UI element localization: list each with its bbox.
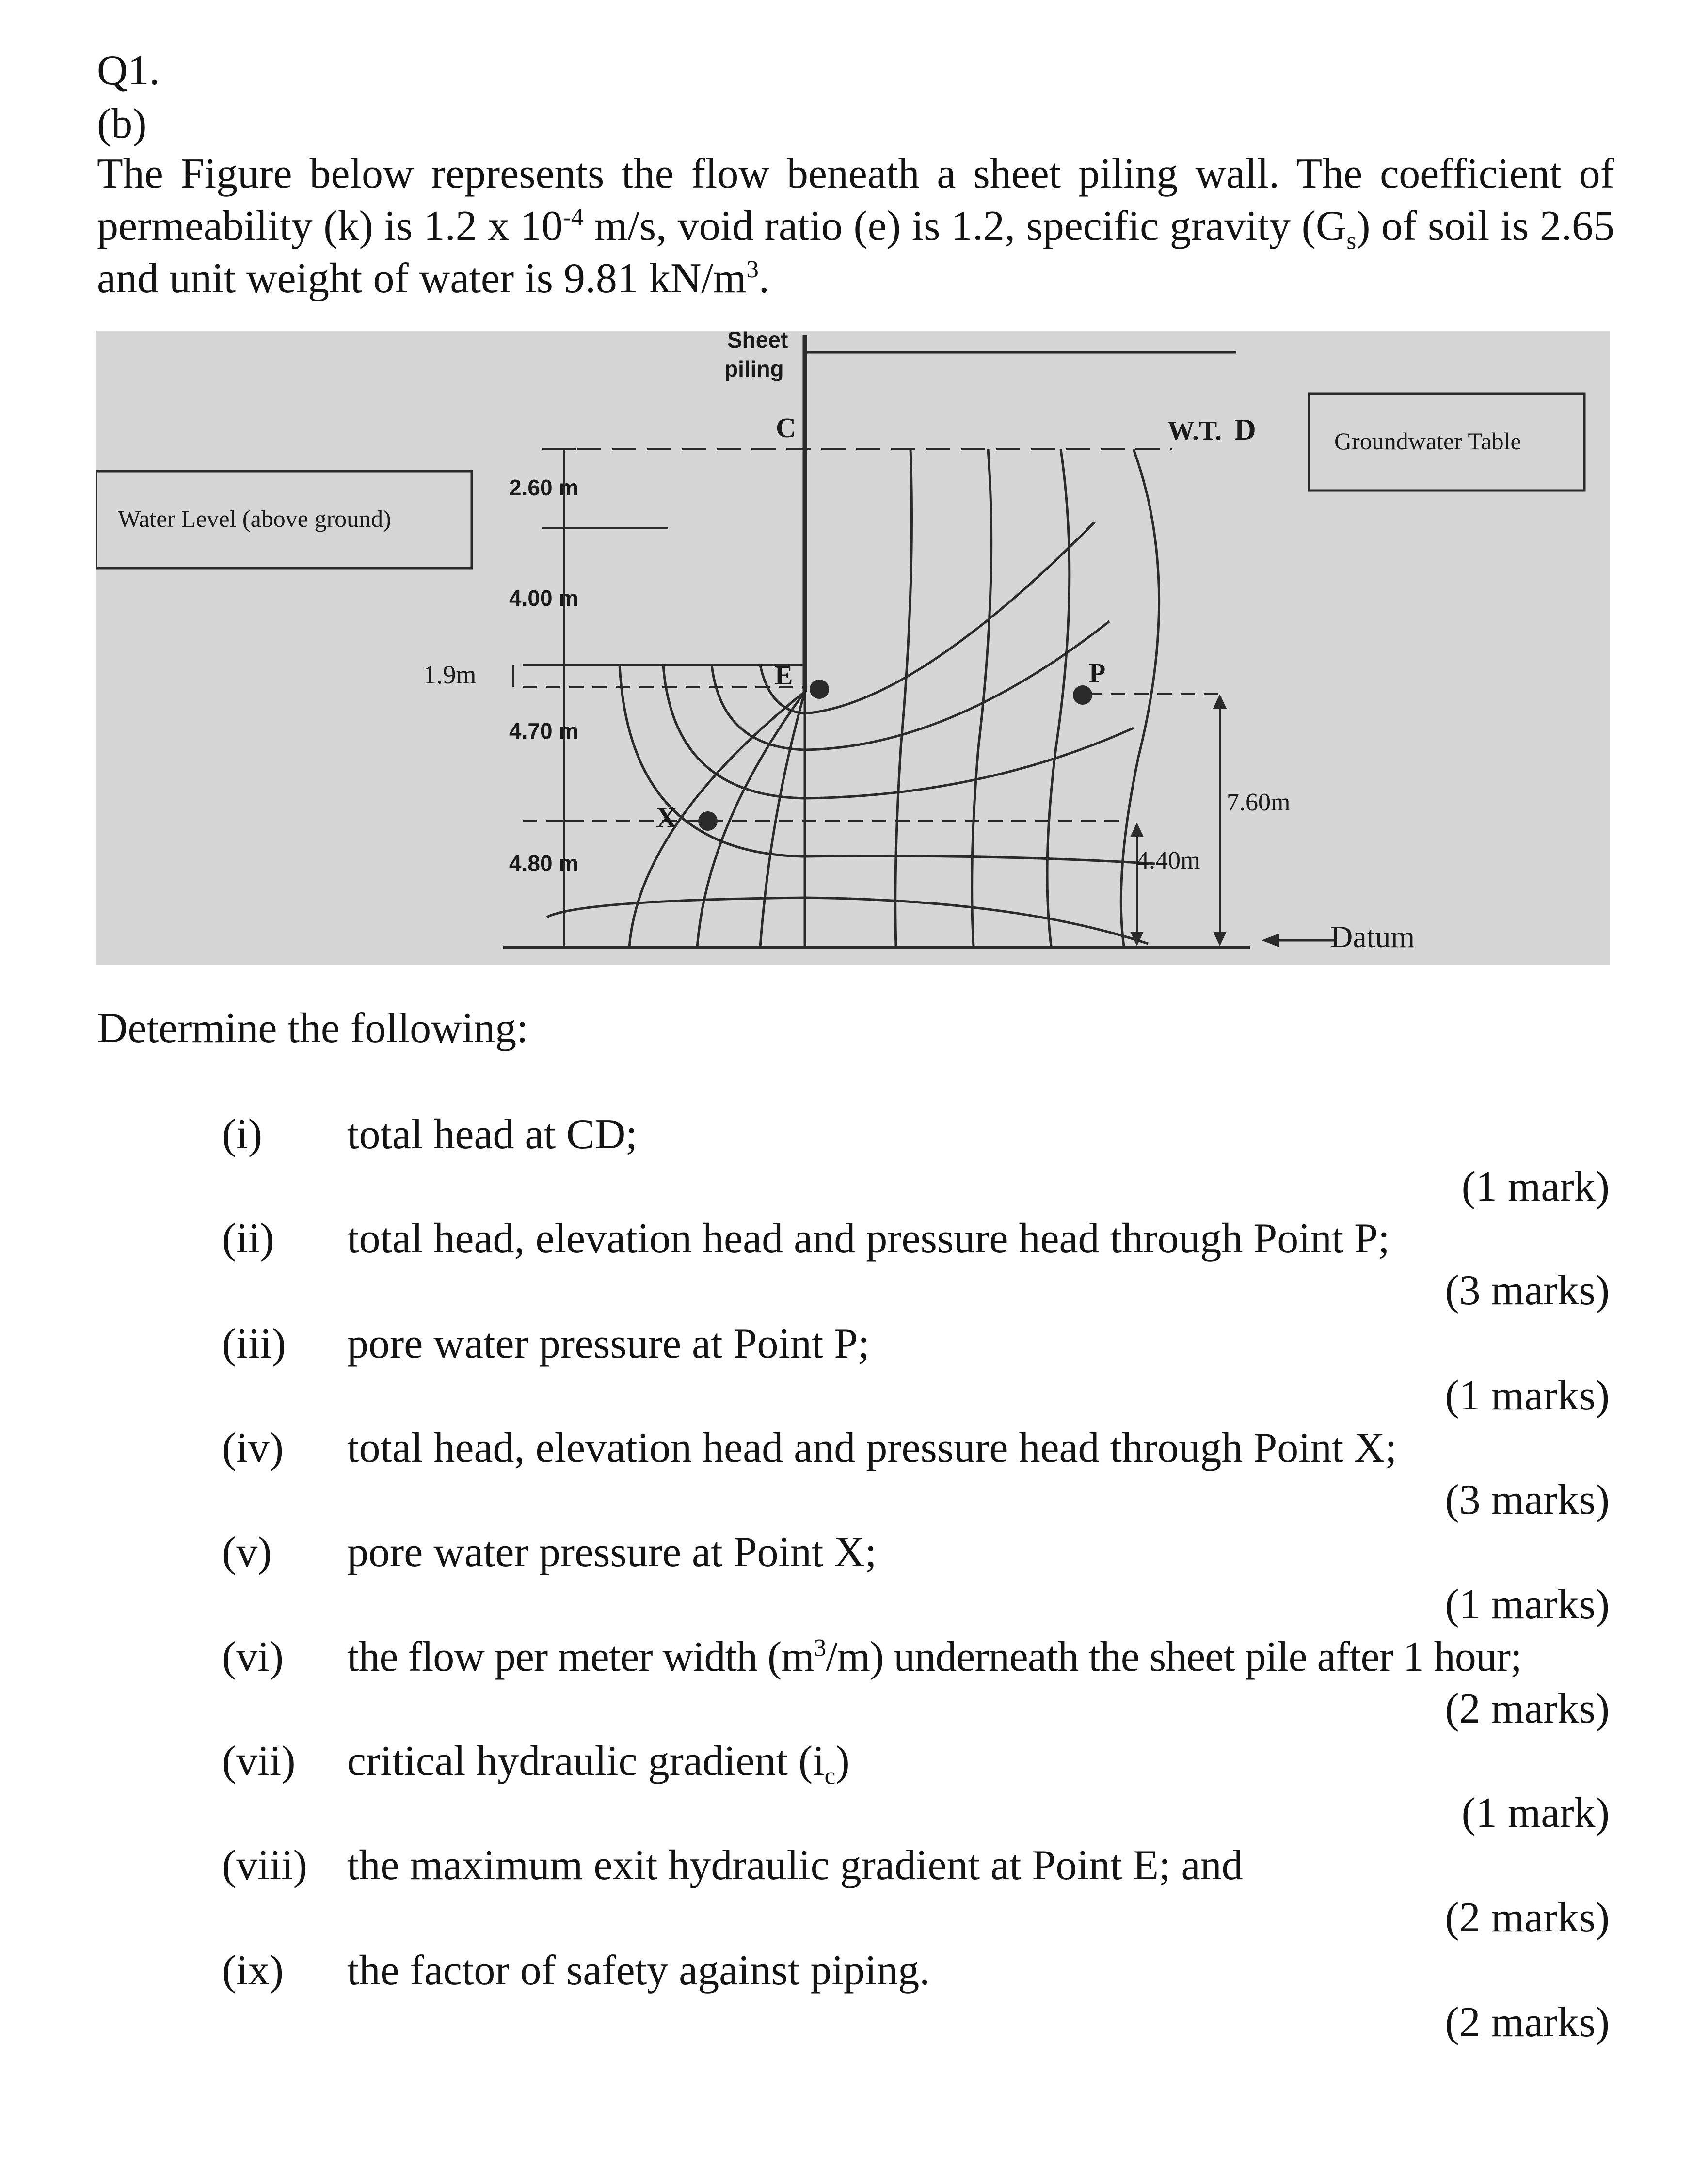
item-number: (i) <box>222 1111 263 1158</box>
wt-label: W.T. <box>1167 416 1222 446</box>
item-number: (ii) <box>222 1215 274 1262</box>
dimension-4-40: 4.40m <box>1136 847 1200 874</box>
groundwater-table-label: Groundwater Table <box>1334 427 1521 455</box>
intro-text-2: m/s, void ratio (e) is 1.2, specific gravity (G <box>583 203 1347 250</box>
dimension-4-80: 4.80 m <box>509 851 579 876</box>
item-text: total head at CD; <box>347 1111 638 1158</box>
item-number: (iii) <box>222 1320 286 1367</box>
item-marks: (1 mark) <box>1461 1163 1610 1210</box>
item-text: pore water pressure at Point P; <box>347 1320 870 1367</box>
intro-text-3: ) of soil is 2.65 and unit weight of water is 9.81 kN/m <box>97 203 1614 302</box>
item-marks: (1 marks) <box>1445 1581 1610 1628</box>
point-e-label: E <box>775 661 793 691</box>
item-text-b: ) <box>835 1738 850 1785</box>
determine-heading: Determine the following: <box>97 1005 528 1052</box>
item-text: total head, elevation head and pressure head through Point P; <box>347 1215 1390 1262</box>
dimension-7-60: 7.60m <box>1227 789 1291 816</box>
item-number: (vi) <box>222 1633 284 1680</box>
item-text-a: critical hydraulic gradient (i <box>347 1738 825 1785</box>
dimension-2-60: 2.60 m <box>509 475 579 500</box>
item-text: the factor of safety against piping. <box>347 1947 930 1994</box>
question-intro <box>97 148 1614 305</box>
sheet-piling-label-1: Sheet <box>727 331 788 352</box>
item-subscript: c <box>824 1762 836 1790</box>
point-x-label: X <box>656 802 677 834</box>
intro-superscript: 3 <box>746 256 759 284</box>
item-marks: (2 marks) <box>1445 1894 1610 1941</box>
dimension-1-9: 1.9m <box>423 660 477 689</box>
point-p-label: P <box>1089 658 1106 688</box>
item-number: (iv) <box>222 1424 284 1472</box>
item-number: (viii) <box>222 1842 307 1889</box>
point-p-marker <box>1073 685 1092 705</box>
item-text <box>347 1737 850 1790</box>
point-e-marker <box>810 680 829 699</box>
dimension-4-70: 4.70 m <box>509 718 579 744</box>
dimension-4-00: 4.00 m <box>509 586 579 611</box>
question-number: Q1. <box>97 47 160 94</box>
question-part: (b) <box>97 100 147 147</box>
intro-subscript: s <box>1346 227 1357 255</box>
item-number: (vii) <box>222 1738 296 1785</box>
item-text-b: /m) underneath the sheet pile after 1 hour; <box>826 1633 1522 1680</box>
figure-background <box>96 331 1610 965</box>
point-c-label: C <box>776 412 796 443</box>
item-text: the maximum exit hydraulic gradient at Point E; and <box>347 1842 1243 1889</box>
item-marks: (1 mark) <box>1461 1789 1610 1836</box>
item-marks: (2 marks) <box>1445 1999 1610 2046</box>
item-marks: (3 marks) <box>1445 1267 1610 1314</box>
item-text: total head, elevation head and pressure head through Point X; <box>347 1424 1397 1472</box>
item-marks: (3 marks) <box>1445 1476 1610 1523</box>
intro-text-1: The Figure below represents the flow beneath a sheet piling wall. The coefficient of permeability (k) is 1.2 x 10 <box>97 150 1614 250</box>
point-x-marker <box>698 811 718 831</box>
item-text: pore water pressure at Point X; <box>347 1529 877 1576</box>
water-level-label: Water Level (above ground) <box>118 505 391 532</box>
item-number: (ix) <box>222 1947 284 1994</box>
item-number: (v) <box>222 1529 272 1576</box>
flow-net-figure <box>96 331 1610 965</box>
item-marks: (1 marks) <box>1445 1372 1610 1419</box>
item-marks: (2 marks) <box>1445 1685 1610 1732</box>
intro-exponent: -4 <box>562 204 584 231</box>
item-text-a: the flow per meter width (m <box>347 1633 814 1680</box>
sheet-piling-label-2: piling <box>724 356 784 381</box>
item-superscript: 3 <box>814 1634 826 1662</box>
point-d-label: D <box>1234 413 1256 446</box>
intro-text-4: . <box>758 255 769 302</box>
item-text <box>347 1632 1522 1681</box>
datum-label: Datum <box>1330 919 1415 954</box>
